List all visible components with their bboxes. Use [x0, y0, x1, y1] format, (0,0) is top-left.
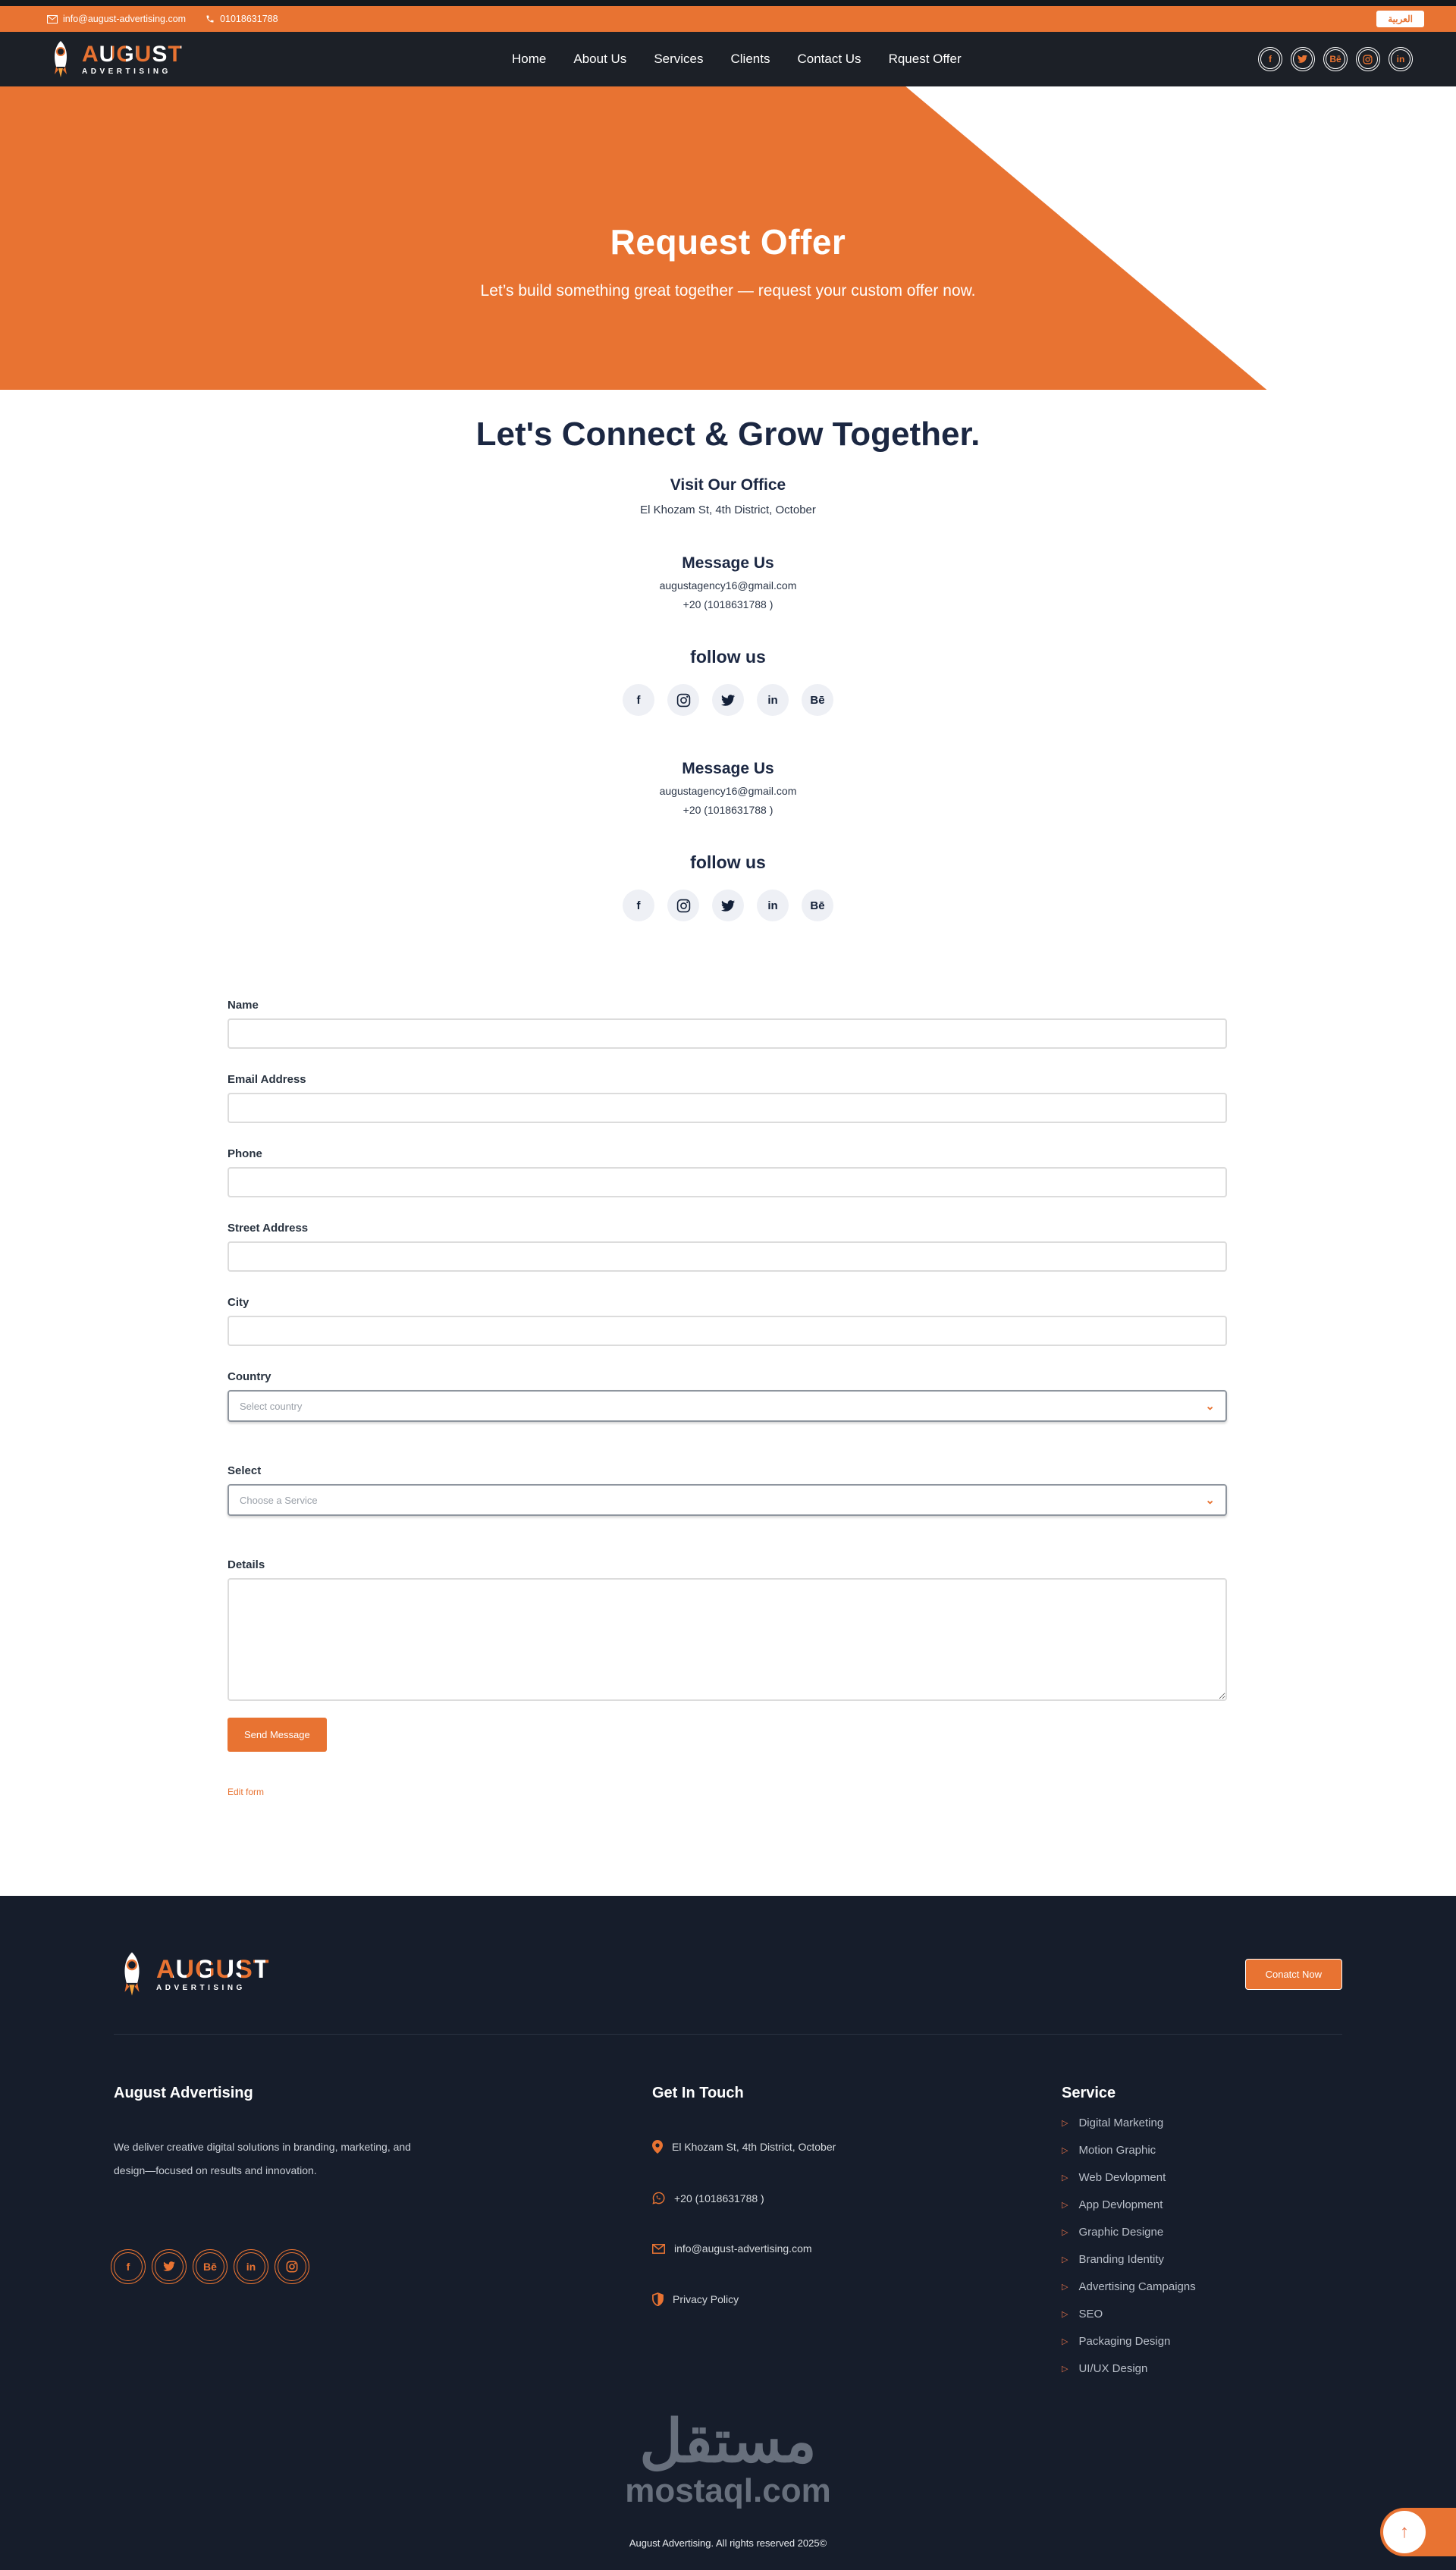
play-bullet-icon: ▷: [1062, 2283, 1068, 2292]
visit-office-title: Visit Our Office: [670, 476, 786, 494]
instagram-icon[interactable]: [667, 684, 699, 716]
edit-form-link[interactable]: Edit form: [228, 1787, 265, 1797]
navbar-logo[interactable]: [46, 39, 183, 79]
request-offer-form: [228, 999, 1227, 1799]
country-label: Country: [228, 1370, 271, 1383]
facebook-icon[interactable]: f: [623, 890, 654, 921]
office-address: El Khozam St, 4th District, October: [640, 504, 816, 516]
play-bullet-icon: ▷: [1062, 2310, 1068, 2319]
chevron-down-icon: ⌄: [1205, 1494, 1215, 1507]
connect-section: [0, 390, 1456, 1799]
about-text: We deliver creative digital solutions in branding, marketing, and design—focused on results and innovation.: [114, 2141, 411, 2176]
whatsapp-icon: [652, 2192, 665, 2204]
name-input[interactable]: [228, 1018, 1227, 1049]
arrow-up-icon: ↑: [1400, 2521, 1409, 2542]
logo-title: AUGUST: [82, 41, 183, 67]
navbar: [0, 32, 1456, 86]
service-item-advertising-campaigns[interactable]: [1062, 2280, 1320, 2293]
nav-item-contact[interactable]: Contact Us: [797, 52, 861, 66]
service-select-label: Select: [228, 1464, 262, 1477]
nav-item-request-offer[interactable]: Rquest Offer: [888, 52, 962, 66]
astronaut-rocket-logo-icon: [114, 1950, 150, 1997]
footer-phone-text: +20 (1018631788 ): [674, 2192, 764, 2204]
email-label: Email Address: [228, 1073, 306, 1086]
footer-social-icons: [114, 2252, 538, 2281]
service-label: Digital Marketing: [1078, 2117, 1164, 2129]
about-title: August Advertising: [114, 2085, 253, 2101]
language-switch-button[interactable]: العربية: [1376, 11, 1424, 27]
map-pin-icon: [652, 2140, 663, 2154]
service-label: Graphic Designe: [1078, 2226, 1164, 2239]
service-title: Service: [1062, 2085, 1116, 2101]
play-bullet-icon: ▷: [1062, 2337, 1068, 2346]
city-input[interactable]: [228, 1316, 1227, 1346]
service-item-app-devlopment[interactable]: [1062, 2198, 1320, 2211]
details-textarea[interactable]: [228, 1578, 1227, 1701]
astronaut-rocket-logo-icon: [46, 39, 76, 79]
topbar-email-text: info@august-advertising.com: [63, 14, 187, 24]
play-bullet-icon: ▷: [1062, 2173, 1068, 2182]
footer-logo[interactable]: [114, 1950, 270, 1997]
facebook-icon[interactable]: f: [1260, 49, 1280, 69]
service-item-ui-ux-design[interactable]: [1062, 2362, 1320, 2375]
service-label: Motion Graphic: [1078, 2144, 1156, 2157]
facebook-icon[interactable]: f: [114, 2252, 143, 2281]
shield-icon: [652, 2292, 664, 2306]
behance-icon[interactable]: Bē: [802, 684, 833, 716]
instagram-icon[interactable]: [278, 2252, 306, 2281]
message-us-title: Message Us: [682, 554, 774, 572]
footer-divider: [114, 2034, 1342, 2035]
topbar-phone-text: 01018631788: [220, 14, 278, 24]
footer: [0, 1896, 1456, 2570]
street-address-input[interactable]: [228, 1241, 1227, 1272]
navbar-social-icons: [1260, 49, 1410, 69]
footer-email-text: info@august-advertising.com: [674, 2242, 812, 2255]
play-bullet-icon: ▷: [1062, 2201, 1068, 2210]
name-label: Name: [228, 999, 259, 1012]
email-input[interactable]: [228, 1093, 1227, 1123]
linkedin-icon[interactable]: in: [757, 684, 789, 716]
service-label: App Devlopment: [1078, 2198, 1163, 2211]
social-row: [0, 684, 1456, 716]
play-bullet-icon: ▷: [1062, 2364, 1068, 2374]
hero-title: Request Offer: [610, 222, 846, 262]
service-select[interactable]: [228, 1484, 1227, 1516]
street-address-label: Street Address: [228, 1222, 309, 1235]
twitter-icon[interactable]: [155, 2252, 184, 2281]
footer-privacy-item[interactable]: [652, 2292, 978, 2306]
footer-email-item[interactable]: [652, 2242, 978, 2255]
instagram-icon[interactable]: [667, 890, 699, 921]
twitter-icon[interactable]: [712, 684, 744, 716]
topbar: [0, 6, 1456, 32]
topbar-phone[interactable]: [206, 14, 278, 24]
service-placeholder: Choose a Service: [240, 1494, 318, 1506]
linkedin-icon[interactable]: in: [237, 2252, 265, 2281]
envelope-icon: [47, 15, 58, 24]
logo-subtitle: ADVERTISING: [82, 67, 171, 76]
contact-email[interactable]: augustagency16@gmail.com: [659, 579, 797, 592]
service-label: SEO: [1078, 2308, 1103, 2321]
hero-subtitle: Let’s build something great together — request your custom offer now.: [480, 282, 976, 300]
service-label: UI/UX Design: [1078, 2362, 1148, 2375]
service-label: Packaging Design: [1078, 2335, 1171, 2348]
service-item-digital-marketing[interactable]: [1062, 2117, 1320, 2129]
contact-phone[interactable]: +20 (1018631788 ): [682, 598, 774, 610]
play-bullet-icon: ▷: [1062, 2119, 1068, 2128]
footer-privacy-text: Privacy Policy: [673, 2293, 739, 2305]
service-item-packaging-design[interactable]: [1062, 2335, 1320, 2348]
service-item-motion-graphic[interactable]: [1062, 2144, 1320, 2157]
behance-icon[interactable]: Bē: [802, 890, 833, 921]
linkedin-icon[interactable]: in: [757, 890, 789, 921]
contact-now-button[interactable]: Conatct Now: [1245, 1959, 1342, 1990]
service-item-branding-identity[interactable]: [1062, 2253, 1320, 2266]
topbar-email[interactable]: [47, 14, 186, 24]
service-item-graphic-designe[interactable]: [1062, 2226, 1320, 2239]
footer-about-column: [114, 2085, 538, 2375]
footer-service-column: [1062, 2085, 1320, 2375]
nav-item-clients[interactable]: Clients: [730, 52, 770, 66]
service-label: Advertising Campaigns: [1078, 2280, 1196, 2293]
contact-email[interactable]: augustagency16@gmail.com: [659, 785, 797, 797]
nav-item-home[interactable]: Home: [512, 52, 547, 66]
play-bullet-icon: ▷: [1062, 2228, 1068, 2237]
hero-banner: [0, 86, 1456, 390]
chevron-down-icon: ⌄: [1205, 1400, 1215, 1413]
behance-icon[interactable]: Bē: [196, 2252, 224, 2281]
nav-item-services[interactable]: Services: [654, 52, 704, 66]
footer-address-item[interactable]: [652, 2140, 978, 2154]
country-select[interactable]: [228, 1390, 1227, 1422]
play-bullet-icon: ▷: [1062, 2146, 1068, 2155]
service-item-seo[interactable]: [1062, 2308, 1320, 2321]
phone-label: Phone: [228, 1147, 262, 1160]
send-message-button[interactable]: Send Message: [228, 1718, 327, 1752]
contact-phone[interactable]: +20 (1018631788 ): [682, 804, 774, 816]
logo-subtitle: ADVERTISING: [156, 1983, 246, 1992]
copyright-text: August Advertising. All rights reserved 2025©: [629, 2537, 827, 2549]
twitter-icon[interactable]: [1293, 49, 1313, 69]
main-menu: [482, 52, 962, 67]
follow-us-title: follow us: [690, 647, 766, 667]
footer-contact-column: [652, 2085, 978, 2375]
linkedin-icon[interactable]: in: [1391, 49, 1410, 69]
footer-address-text: El Khozam St, 4th District, October: [672, 2141, 836, 2153]
follow-us-title: follow us: [690, 852, 766, 872]
social-row: [0, 890, 1456, 921]
watermark-domain: mostaql.com: [625, 2472, 831, 2509]
browser-edge-strip: [0, 0, 1456, 6]
message-us-title: Message Us: [682, 760, 774, 777]
behance-icon[interactable]: Bē: [1326, 49, 1345, 69]
get-in-touch-title: Get In Touch: [652, 2085, 744, 2101]
service-label: Web Devlopment: [1078, 2171, 1166, 2184]
country-placeholder: Select country: [240, 1400, 303, 1412]
service-item-web-devlopment[interactable]: [1062, 2171, 1320, 2184]
watermark-arabic: مستقل: [639, 2408, 817, 2474]
instagram-icon[interactable]: [1358, 49, 1378, 69]
mostaql-watermark: [114, 2408, 1342, 2510]
nav-item-about[interactable]: About Us: [573, 52, 627, 66]
logo-title: AUGUST: [156, 1954, 270, 1984]
envelope-icon: [652, 2244, 665, 2254]
service-label: Branding Identity: [1078, 2253, 1165, 2266]
facebook-icon[interactable]: f: [623, 684, 654, 716]
details-label: Details: [228, 1558, 265, 1571]
scroll-to-top-button[interactable]: [1380, 2508, 1456, 2556]
section-title: Let's Connect & Grow Together.: [475, 416, 981, 453]
twitter-icon[interactable]: [712, 890, 744, 921]
play-bullet-icon: ▷: [1062, 2255, 1068, 2264]
city-label: City: [228, 1296, 249, 1309]
footer-whatsapp-item[interactable]: [652, 2192, 978, 2204]
phone-icon: [206, 14, 215, 24]
phone-input[interactable]: [228, 1167, 1227, 1197]
